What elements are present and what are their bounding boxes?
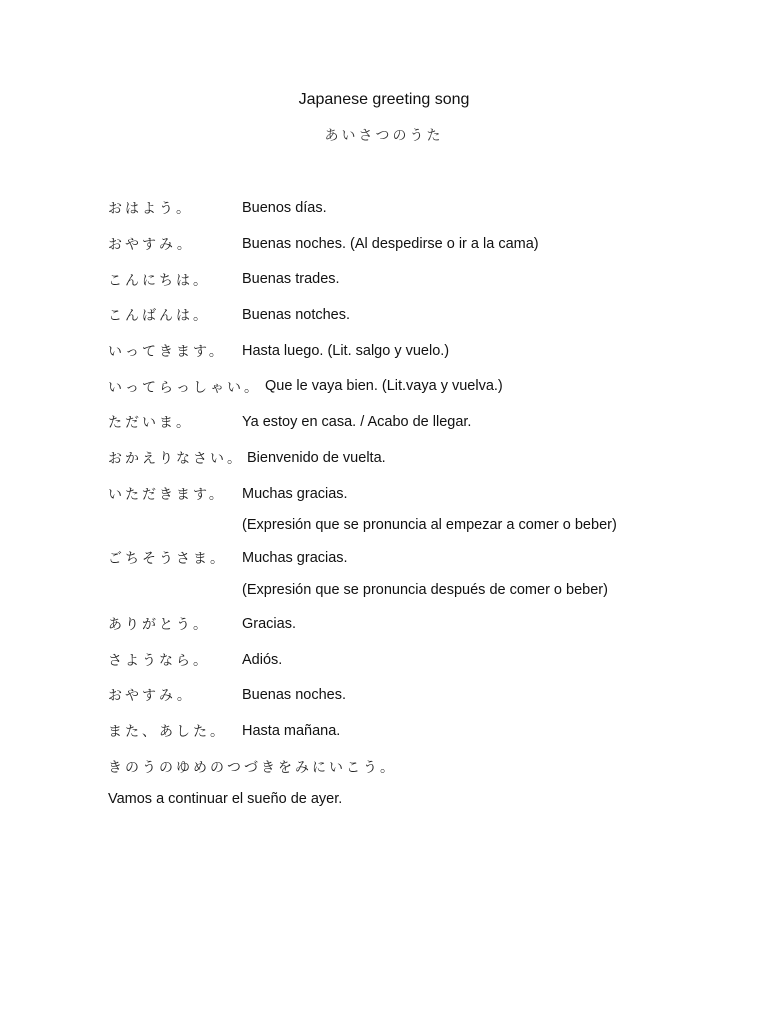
entry-ja: おやすみ。 <box>108 237 194 253</box>
entry-es: Buenas notches. <box>242 307 351 323</box>
entry-ja: さようなら。 <box>108 653 210 669</box>
entry-es: Buenos días. <box>242 200 327 216</box>
entry-ja: ごちそうさま。 <box>108 551 227 567</box>
entry-es: Gracias. <box>242 616 296 632</box>
entry-es: Buenas noches. (Al despedirse o ir a la cama) <box>242 236 539 252</box>
entry-es: Hasta mañana. <box>242 723 341 739</box>
entry-ja: おかえりなさい。 <box>108 451 244 467</box>
entry-ja: こんにちは。 <box>108 273 210 289</box>
closing-ja: きのうのゆめのつづきをみにいこう。 <box>108 760 397 776</box>
page-title: Japanese greeting song <box>298 91 470 108</box>
entry-note: (Expresión que se pronuncia al empezar a comer o beber) <box>242 517 617 533</box>
entry-es: Hasta luego. (Lit. salgo y vuelo.) <box>242 343 450 359</box>
page-subtitle: あいさつのうた <box>324 128 444 144</box>
entry-ja: おはよう。 <box>108 201 193 217</box>
closing-es: Vamos a continuar el sueño de ayer. <box>108 791 343 807</box>
entry-ja: ありがとう。 <box>108 617 210 633</box>
entry-ja: いただきます。 <box>108 487 226 503</box>
entry-ja: おやすみ。 <box>108 688 194 704</box>
entry-es: Ya estoy en casa. / Acabo de llegar. <box>242 414 472 430</box>
entry-es: Bienvenido de vuelta. <box>247 450 386 466</box>
entry-ja: こんばんは。 <box>108 308 210 324</box>
entry-ja: いってきます。 <box>108 344 226 360</box>
entry-es: Buenas trades. <box>242 271 340 287</box>
entry-ja: ただいま。 <box>108 415 193 431</box>
entry-es: Muchas gracias. <box>242 486 348 502</box>
entry-es: Buenas noches. <box>242 687 346 703</box>
entry-es: Muchas gracias. <box>242 550 348 566</box>
entry-note: (Expresión que se pronuncia después de comer o beber) <box>242 582 608 598</box>
entry-ja: いってらっしゃい。 <box>108 380 261 396</box>
entry-ja: また、あした。 <box>108 724 227 740</box>
entry-es: Adiós. <box>242 652 283 668</box>
entry-es: Que le vaya bien. (Lit.vaya y vuelva.) <box>265 378 503 394</box>
